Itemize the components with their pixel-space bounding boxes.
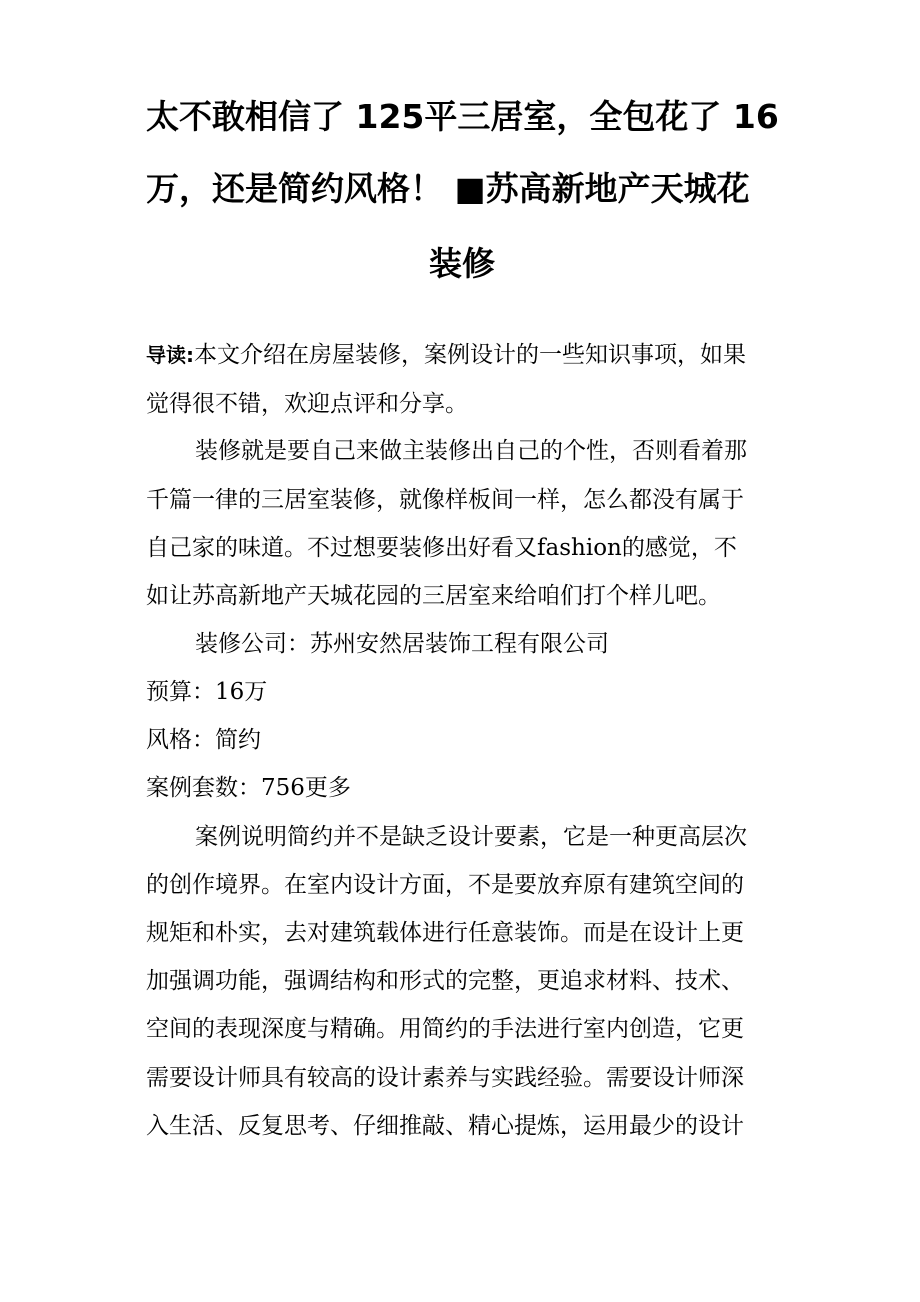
paragraph-1-line-2: 千篇一律的三居室装修，就像样板间一样，怎么都没有属于 xyxy=(146,487,744,513)
paragraph-2-line-6: 需要设计师具有较高的设计素养与实践经验。需要设计师深 xyxy=(146,1065,744,1091)
intro-line-2: 觉得很不错，欢迎点评和分享。 xyxy=(146,391,468,417)
detail-style: 风格：简约 xyxy=(146,727,261,753)
title-line-2: 万，还是简约风格！ ■苏高新地产天城花 xyxy=(146,169,750,208)
detail-company: 装修公司：苏州安然居装饰工程有限公司 xyxy=(195,631,609,657)
detail-cases: 案例套数：756更多 xyxy=(146,775,351,801)
paragraph-1-line-1: 装修就是要自己来做主装修出自己的个性，否则看着那 xyxy=(195,438,747,464)
paragraph-1-line-3: 自己家的味道。不过想要装修出好看又fashion的感觉，不 xyxy=(146,535,737,561)
title-line-1: 太不敢相信了 125平三居室，全包花了 16 xyxy=(146,97,779,136)
paragraph-1-line-4: 如让苏高新地产天城花园的三居室来给咱们打个样儿吧。 xyxy=(146,583,721,609)
intro-text-1: 本文介绍在房屋装修，案例设计的一些知识事项，如果 xyxy=(194,342,746,368)
paragraph-2-line-1: 案例说明简约并不是缺乏设计要素，它是一种更高层次 xyxy=(195,824,747,850)
intro-label: 导读: xyxy=(146,343,194,367)
paragraph-2-line-2: 的创作境界。在室内设计方面，不是要放弃原有建筑空间的 xyxy=(146,872,744,898)
paragraph-2-line-7: 入生活、反复思考、仔细推敲、精心提炼，运用最少的设计 xyxy=(146,1113,744,1139)
intro-line-1 xyxy=(146,344,746,367)
title-line-3: 装修 xyxy=(429,244,495,283)
paragraph-2-line-5: 空间的表现深度与精确。用简约的手法进行室内创造，它更 xyxy=(146,1016,744,1042)
paragraph-2-line-3: 规矩和朴实，去对建筑载体进行任意装饰。而是在设计上更 xyxy=(146,920,744,946)
paragraph-2-line-4: 加强调功能，强调结构和形式的完整，更追求材料、技术、 xyxy=(146,968,744,994)
detail-budget: 预算：16万 xyxy=(146,679,268,705)
